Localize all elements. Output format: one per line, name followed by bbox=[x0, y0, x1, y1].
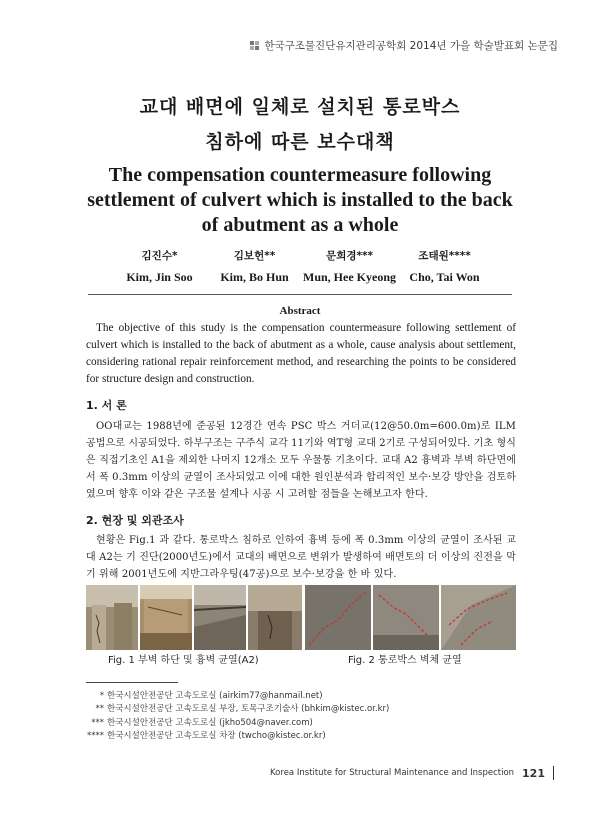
korean-title-line-2: 침하에 따른 보수대책 bbox=[205, 131, 395, 153]
footnote bbox=[84, 690, 389, 703]
section-2-text: 현황은 Fig.1 과 같다. 통로박스 침하로 인하여 흉벽 등에 폭 0.3mm 이상의 균열이 조사된 교대 A2는 기 진단(2000년도)에서 교대의 배면으로 변위가 발생하여 배면토의 더 이상의 진전을 막기 위해 2001년도에 지반그라우팅(47공)으로 보수·보강을 한 바 있다. bbox=[86, 535, 516, 580]
footnote-mark: *** bbox=[91, 717, 104, 728]
author-name-ko: 김진수* bbox=[141, 250, 178, 262]
section-2-heading: 2. 현장 및 외관조사 bbox=[86, 514, 184, 527]
journal-logo-icon bbox=[250, 41, 259, 50]
footer-bar bbox=[553, 766, 554, 780]
footnote bbox=[84, 703, 389, 716]
author-name-ko: 문희경*** bbox=[326, 250, 373, 262]
footnote-text: 한국시설안전공단 고속도로실 부장, 토목구조기술사 (bhkim@kistec.or.kr) bbox=[107, 704, 390, 715]
english-title: The compensation countermeasure following settlement of culvert which is installed to the back of abutment as a whole bbox=[87, 164, 513, 236]
footnote-mark: ** bbox=[95, 704, 104, 715]
author-name-ko: 조태원**** bbox=[418, 250, 471, 262]
author bbox=[112, 248, 207, 285]
footnote-text: 한국시설안전공단 고속도로실 (airkim77@hanmail.net) bbox=[107, 691, 323, 701]
author bbox=[397, 248, 492, 285]
figure-1-photo-b bbox=[140, 585, 192, 650]
running-header bbox=[250, 38, 558, 53]
figure-1-photo-d bbox=[248, 585, 302, 650]
footnotes bbox=[84, 690, 389, 743]
author-name-en: Cho, Tai Won bbox=[409, 270, 480, 284]
footnote bbox=[84, 717, 389, 730]
author bbox=[207, 248, 302, 285]
korean-title-line-1: 교대 배면에 일체로 설치된 통로박스 bbox=[139, 96, 461, 118]
footnote-text: 한국시설안전공단 고속도로실 차장 (twcho@kistec.or.kr) bbox=[107, 730, 326, 741]
footnote-mark: * bbox=[99, 691, 104, 701]
author-name-ko: 김보헌** bbox=[233, 250, 276, 262]
footer-institute: Korea Institute for Structural Maintenance and Inspection bbox=[270, 768, 515, 778]
section-1-heading: 1. 서 론 bbox=[86, 399, 127, 412]
page-footer bbox=[270, 766, 554, 780]
abstract-heading: Abstract bbox=[279, 305, 321, 317]
figure-2-photo-b bbox=[373, 585, 439, 650]
footnote-mark: **** bbox=[87, 730, 104, 741]
figure-1-photo-a bbox=[86, 585, 138, 650]
figure-2-caption: Fig. 2 통로박스 벽체 균열 bbox=[348, 655, 462, 666]
author-name-en: Mun, Hee Kyeong bbox=[303, 270, 396, 284]
figure-1-photo-c bbox=[194, 585, 246, 650]
author-name-en: Kim, Jin Soo bbox=[126, 270, 193, 284]
abstract-text: The objective of this study is the compensation countermeasure following settlement of culvert which is installed to the back of abutment as a whole, cause analysis about settlement, considering rational repair reinforcement method, and researching the points to be considered for structure design and construction. bbox=[86, 322, 516, 385]
figure-2-photo-c bbox=[441, 585, 516, 650]
footnote-text: 한국시설안전공단 고속도로실 (jkho504@naver.com) bbox=[107, 717, 313, 728]
divider bbox=[88, 294, 512, 295]
figure-2-photo-a bbox=[305, 585, 371, 650]
section-1-text: OO대교는 1988년에 준공된 12경간 연속 PSC 박스 거더교(12@50.0m=600.0m)로 ILM 공법으로 시공되었다. 하부구조는 구주식 교각 11기와 역T형 교대 2기로 구성되어있다. 기초 형식은 직접기초인 A1을 제외한 나머지 12개소 모두 우물통 기초이다. 교대 A2 흉벽과 부벽 하단면에서 폭 0.3mm 이상의 균열이 조사되었고 이에 대한 원인분석과 합리적인 보수·보강 방안을 검토하였으며 향후 이와 같은 구조물 설계나 시공 시 고려할 점들을 논해보고자 한다. bbox=[86, 421, 516, 500]
page-number: 121 bbox=[522, 766, 545, 780]
journal-name: 한국구조물진단유지관리공학회 2014년 가을 학술발표회 논문집 bbox=[264, 40, 558, 52]
author bbox=[302, 248, 397, 285]
author-name-en: Kim, Bo Hun bbox=[220, 270, 289, 284]
author-list bbox=[112, 248, 492, 285]
footnote-divider bbox=[86, 682, 178, 683]
figure-1-caption: Fig. 1 부벽 하단 및 흉벽 균열(A2) bbox=[108, 655, 259, 666]
footnote bbox=[84, 730, 389, 743]
